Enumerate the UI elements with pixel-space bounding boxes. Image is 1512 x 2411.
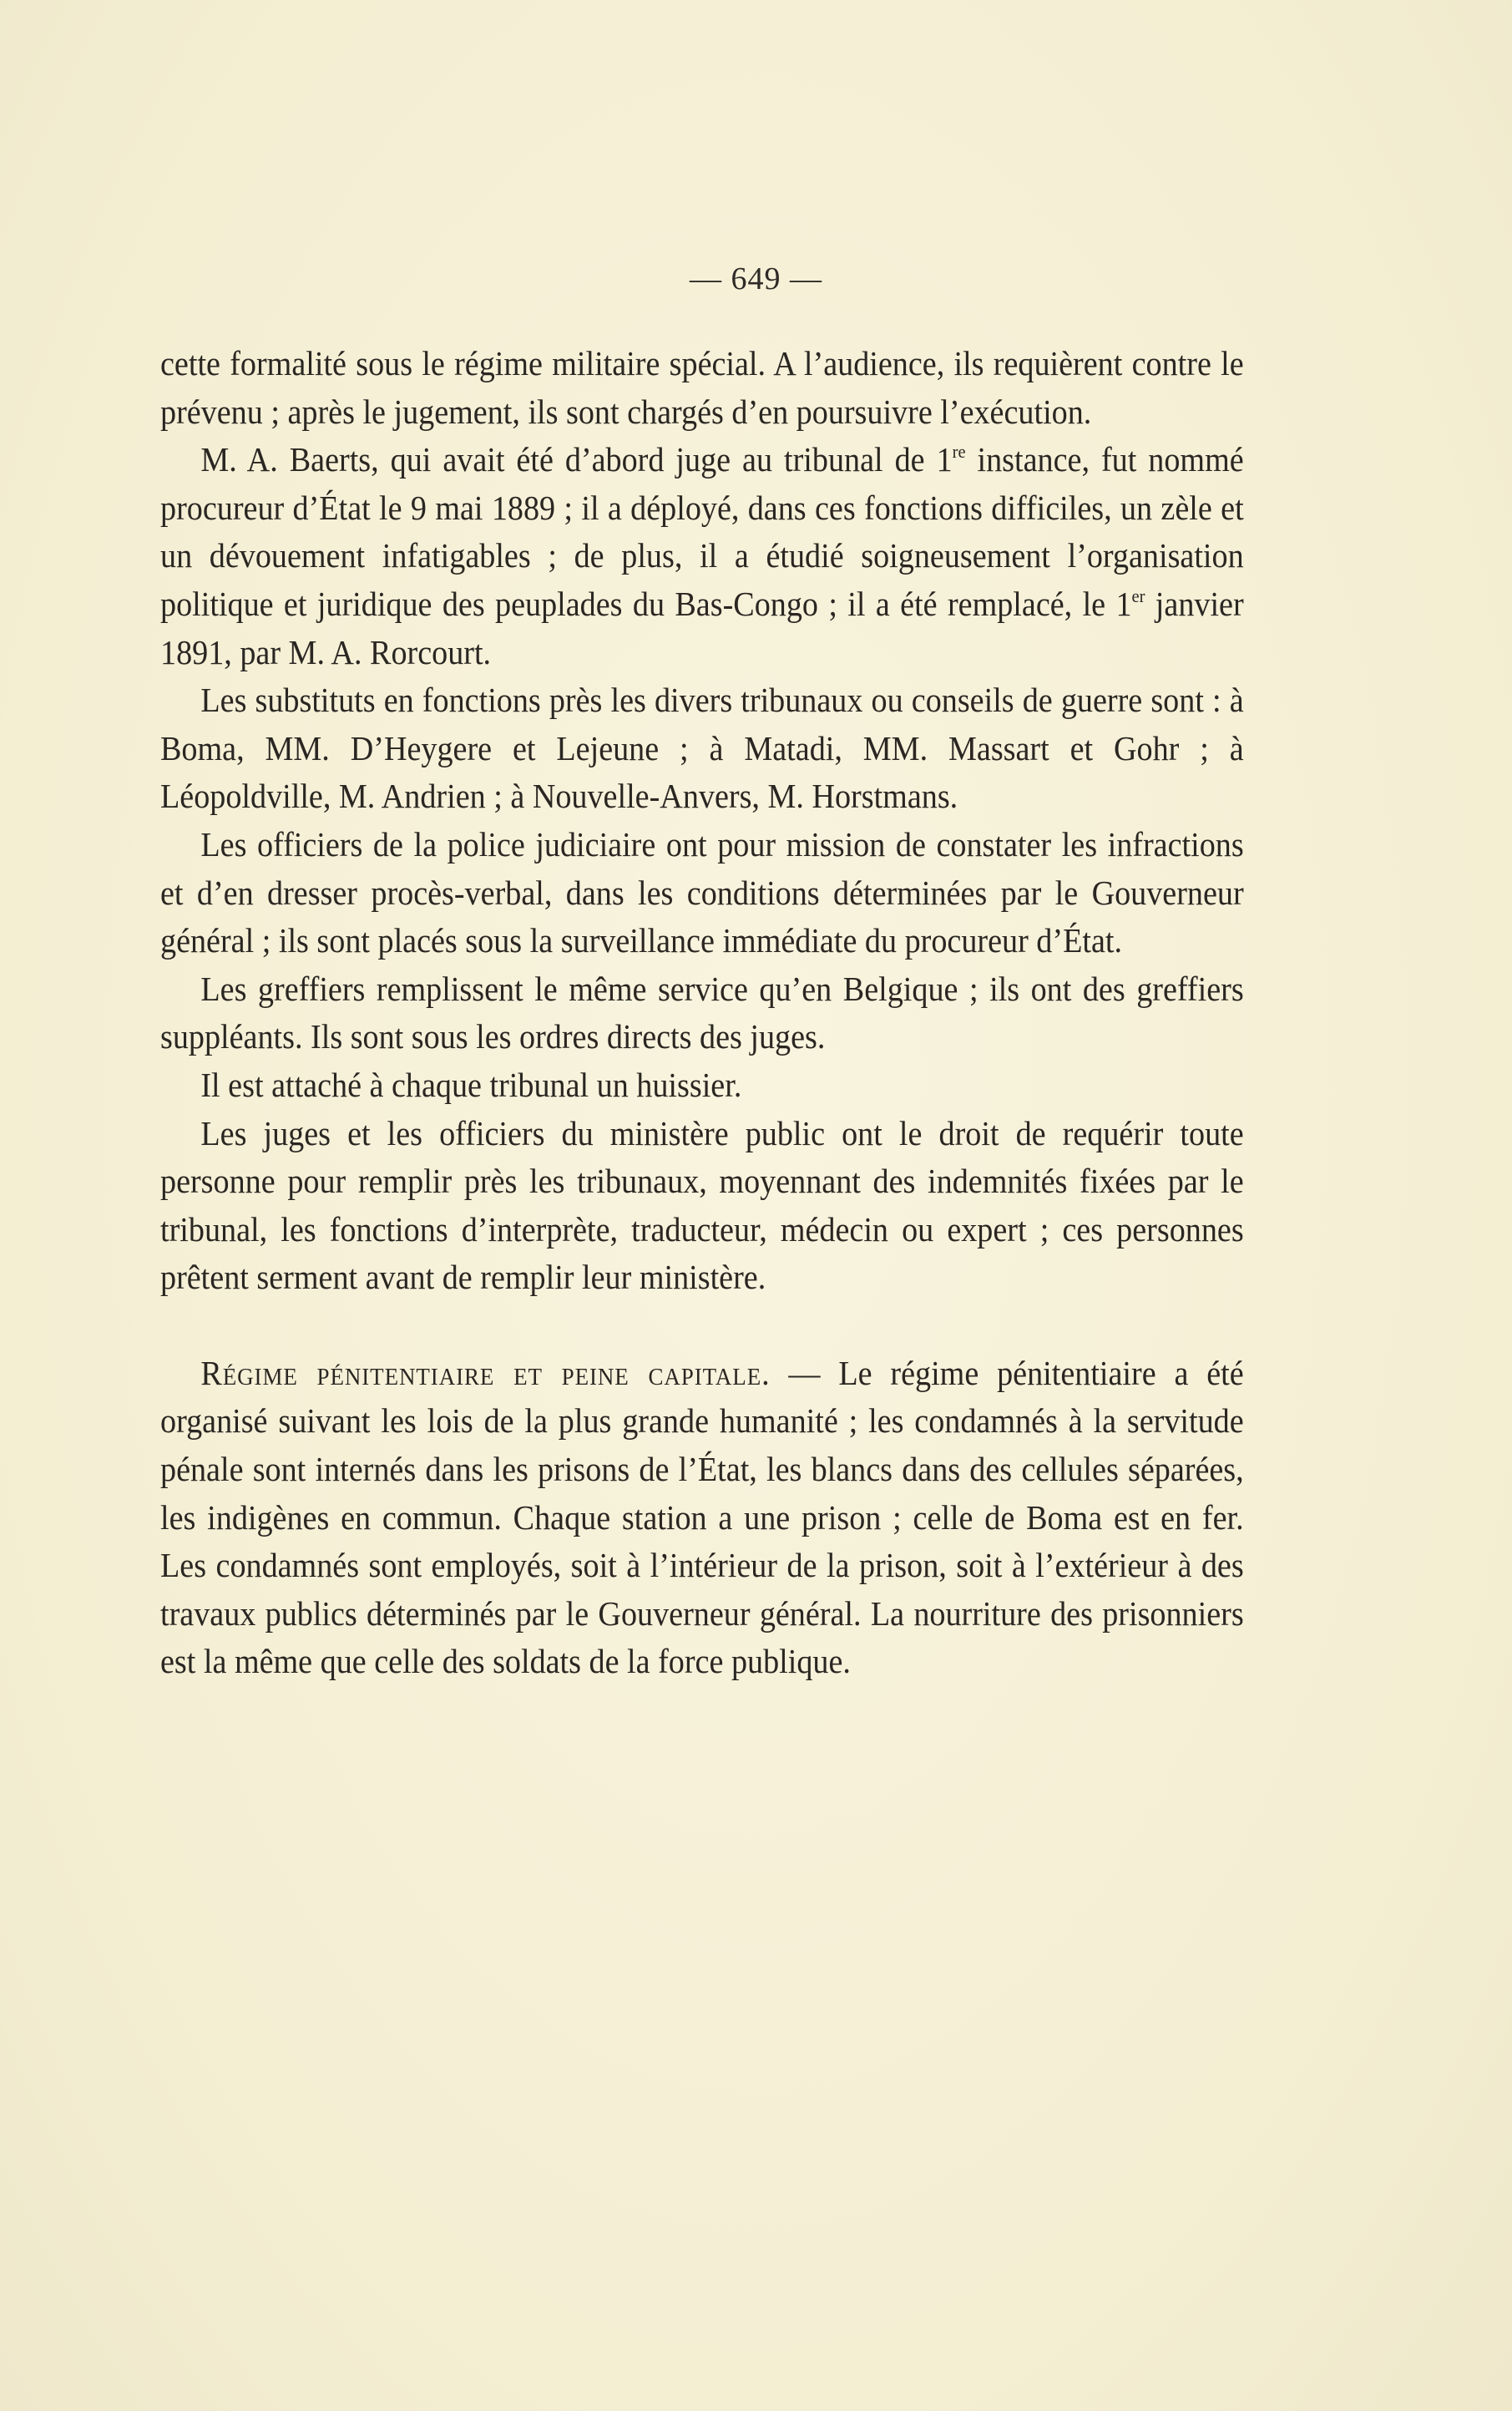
paragraph-juges-officiers: Les juges et les officiers du ministère public ont le droit de requérir toute personne pour remplir près les tribunaux, moyennant des indemnités fixées par le tribunal, les fonctions d’interprète, traducteur, médecin ou expert ; ces personnes prêtent serment avant de remplir leur ministère. bbox=[160, 1113, 1244, 1297]
em-dash: — bbox=[770, 1353, 839, 1392]
section-heading: Régime pénitentiaire et peine capitale. bbox=[200, 1353, 771, 1392]
text-segment: janvier 1891, par M. A. Rorcourt. bbox=[160, 584, 1244, 671]
paragraph-officiers-police: Les officiers de la police judiciaire ont pour mission de constater les infractions et d’en dresser procès-verbal, dans les conditions déterminées par le Gouverneur général ; ils sont placés sous la surveillance immédiate du procureur d’État. bbox=[160, 824, 1244, 960]
paragraph-regime-penitentiaire bbox=[160, 1350, 1244, 1686]
paragraph-huissier: Il est attaché à chaque tribunal un huissier. bbox=[200, 1065, 742, 1104]
text-segment: M. A. Baerts, qui avait été d’abord juge au tribunal de 1 bbox=[200, 440, 953, 479]
paragraph-substituts: Les substituts en fonctions près les divers tribunaux ou conseils de guerre sont : à Boma, MM. D’Heygere et Lejeune ; à Matadi, MM. Massart et Gohr ; à Léopoldville, M. Andrien ; à Nouvelle-Anvers, M. Horstmans. bbox=[160, 681, 1244, 816]
paragraph-continuation: cette formalité sous le régime militaire spécial. A l’audience, ils requièrent contre le prévenu ; après le jugement, ils sont chargés d’en poursuivre l’exécution. bbox=[160, 344, 1244, 431]
ordinal-superscript: er bbox=[1131, 585, 1145, 606]
page-number: — 649 — bbox=[690, 261, 822, 296]
text-segment: instance, fut nommé procureur d’État le 9 mai 1889 ; il a déployé, dans ces fonctions difficiles, un zèle et un dévouement infatigables ; de plus, il a étudié soigneusement l’organisation politique et juridique des peuplades du Bas-Congo ; il a été remplacé, le 1 bbox=[160, 440, 1244, 623]
body-text bbox=[160, 340, 1244, 1686]
paragraph-greffiers: Les greffiers remplissent le même service qu’en Belgique ; ils ont des greffiers suppléants. Ils sont sous les ordres directs des juges. bbox=[160, 969, 1244, 1056]
ordinal-superscript: re bbox=[952, 441, 966, 463]
paragraph-baerts bbox=[160, 436, 1244, 676]
text-segment: Le régime pénitentiaire a été organisé suivant les lois de la plus grande humanité ; les condamnés à la servitude pénale sont internés dans les prisons de l’État, les blancs dans des cellules séparées, les indigènes en commun. Chaque station a une prison ; celle de Boma est en fer. Les condamnés sont employés, soit à l’intérieur de la prison, soit à l’extérieur à des travaux publics déterminés par le Gouverneur général. La nourriture des prisonniers est la même que celle des soldats de la force publique. bbox=[160, 1353, 1244, 1681]
